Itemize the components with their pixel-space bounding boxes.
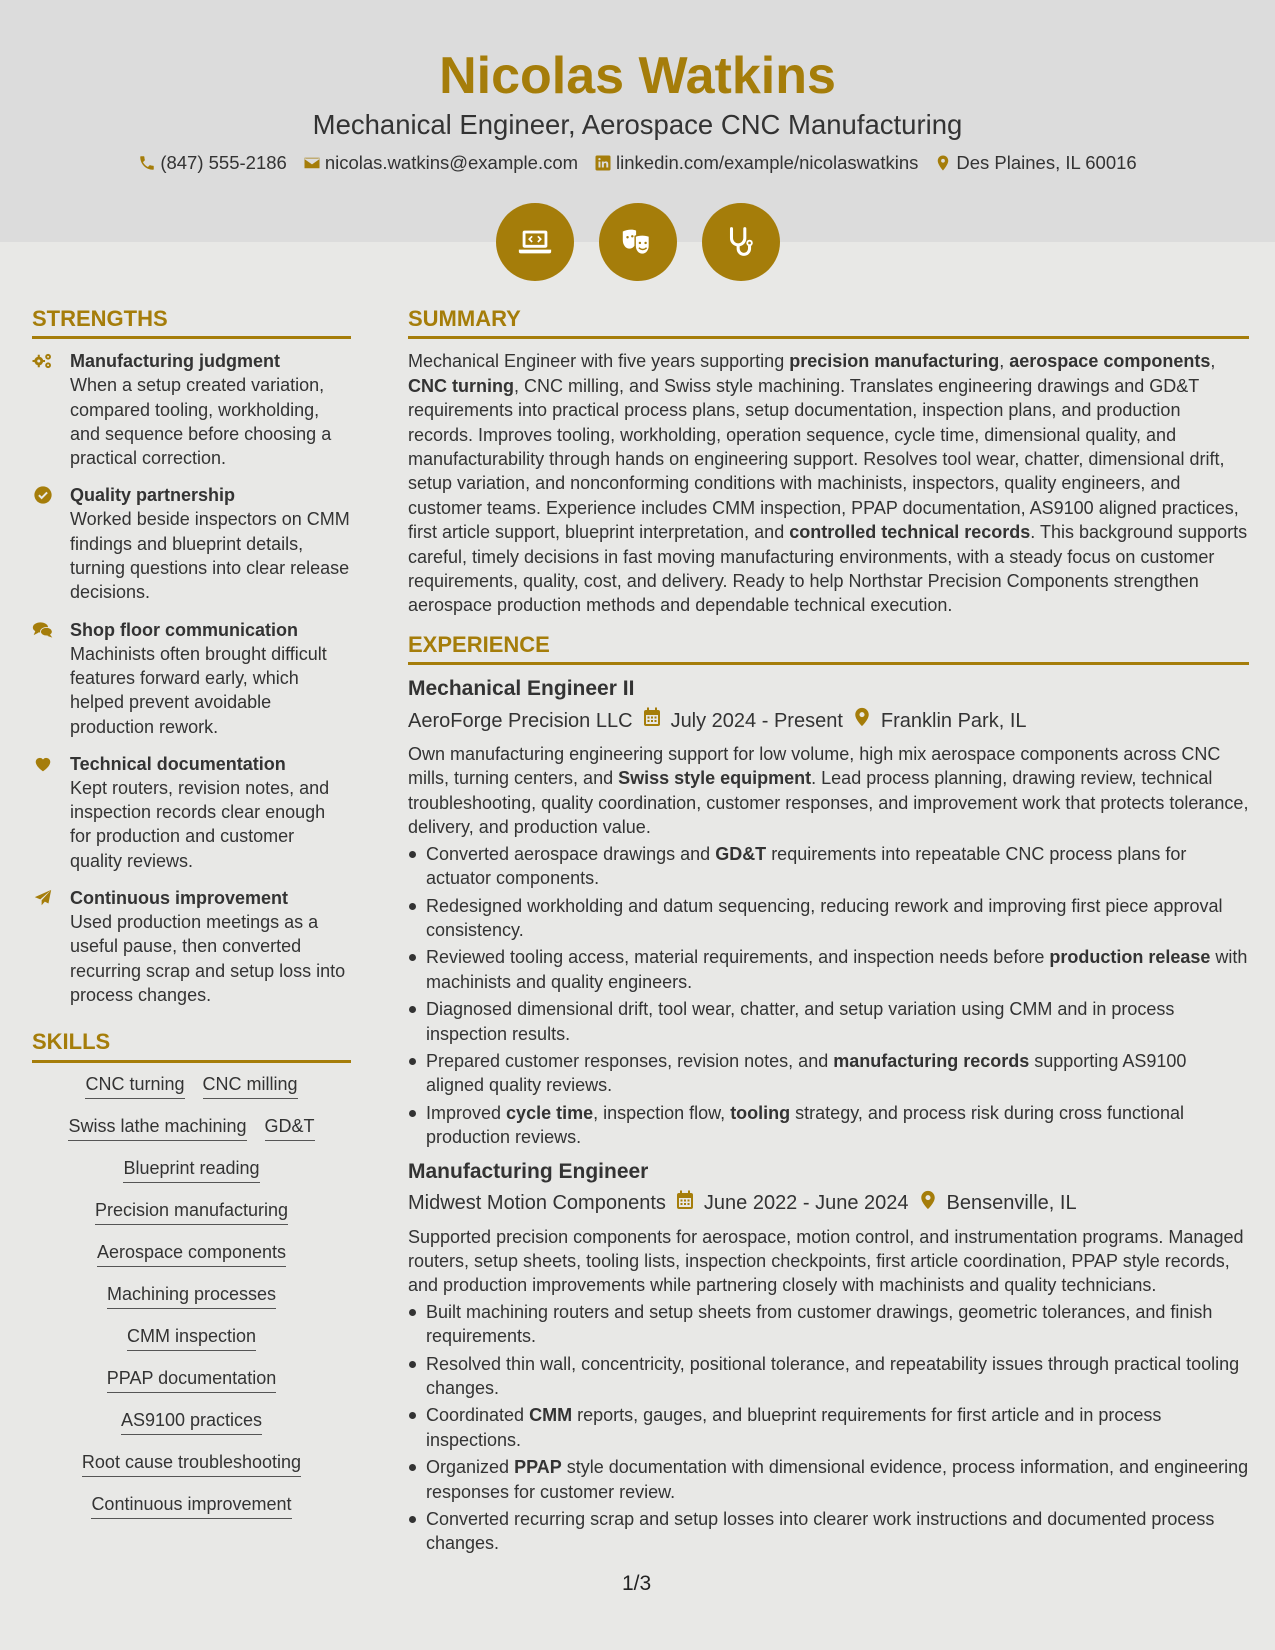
text-run: Resolved thin wall, concentricity, positional tolerance, and repeatability issues through practical tooling changes. — [426, 1353, 1240, 1398]
strength-item — [32, 752, 351, 873]
skills-row — [85, 1073, 297, 1099]
emphasis-text: aerospace components — [1009, 351, 1211, 372]
contact-location — [934, 152, 1136, 174]
contact-bar — [0, 152, 1275, 174]
paper-plane-icon — [32, 886, 56, 1007]
strength-item — [32, 886, 351, 1007]
text-run: . Lead process planning, drawing review, technical troubleshooting, quality coordination, customer responses, and improvement work that protects tolerance, delivery, and production value. — [408, 768, 1249, 838]
text-run: with machinists and quality engineers. — [426, 947, 1248, 992]
experience-heading: EXPERIENCE — [408, 632, 1249, 665]
skills-row — [97, 1241, 286, 1267]
contact-email[interactable] — [303, 152, 578, 174]
skill-tag: PPAP documentation — [107, 1367, 276, 1393]
skills-row — [123, 1157, 259, 1183]
skills-row — [68, 1115, 314, 1141]
emphasis-text: production release — [1049, 947, 1211, 968]
strength-body — [70, 483, 351, 604]
skill-tag: GD&T — [265, 1115, 315, 1141]
experience-list — [408, 675, 1249, 1556]
emphasis-text: CMM — [529, 1405, 573, 1426]
job-meta — [408, 707, 1249, 734]
text-run: Diagnosed dimensional drift, tool wear, chatter, and setup variation using CMM and in process inspection results. — [426, 999, 1175, 1044]
text-run: reports, gauges, and blueprint requirements for first article and in process inspections. — [426, 1405, 1162, 1450]
strength-item — [32, 349, 351, 470]
skills-row — [127, 1325, 256, 1351]
laptop-code-icon — [516, 223, 554, 261]
stethoscope-badge — [702, 203, 780, 281]
job-company: Midwest Motion Components — [408, 1192, 666, 1215]
text-run: Organized — [426, 1457, 515, 1478]
emphasis-text: PPAP — [514, 1457, 562, 1478]
page-number: 1/3 — [622, 1572, 652, 1595]
skill-tag: CMM inspection — [127, 1325, 256, 1351]
skill-tag: CNC milling — [203, 1073, 298, 1099]
skills-list — [32, 1073, 351, 1535]
gears-icon — [32, 349, 56, 470]
text-run: Own manufacturing engineering support for low volume, high mix aerospace components across CNC mills, turning centers, and — [408, 744, 1221, 789]
contact-phone — [138, 152, 287, 174]
bullet-item — [408, 1507, 1249, 1556]
phone-icon — [138, 154, 156, 172]
skill-tag: CNC turning — [85, 1073, 184, 1099]
strength-body — [70, 752, 351, 873]
bullet-item — [408, 997, 1249, 1046]
strength-description: Used production meetings as a useful pause, then converted recurring scrap and setup loss into process changes. — [70, 912, 346, 1005]
text-run: Built machining routers and setup sheets from customer drawings, geometric tolerances, and finish requirements. — [426, 1301, 1213, 1347]
skill-tag: Swiss lathe machining — [68, 1115, 246, 1141]
bullet-item — [408, 1403, 1249, 1452]
bullet-item — [408, 945, 1249, 994]
strength-title: Continuous improvement — [70, 888, 289, 909]
skill-tag: Root cause troubleshooting — [82, 1451, 301, 1477]
strength-title: Shop floor communication — [70, 619, 298, 640]
interest-badges — [0, 203, 1275, 281]
text-run: Improved — [426, 1102, 507, 1123]
skill-tag: AS9100 practices — [121, 1409, 262, 1435]
bullet-item — [408, 1455, 1249, 1504]
text-run: Coordinated — [426, 1405, 530, 1426]
linkedin-text[interactable]: linkedin.com/example/nicolaswatkins — [616, 152, 919, 173]
emphasis-text: cycle time — [506, 1102, 594, 1123]
job-location: Bensenville, IL — [946, 1192, 1077, 1215]
skills-row — [95, 1199, 288, 1225]
job-meta — [408, 1190, 1249, 1217]
strength-item — [32, 618, 351, 739]
skill-tag: Continuous improvement — [91, 1493, 291, 1519]
job-dates: June 2022 - June 2024 — [703, 1192, 909, 1215]
job-location: Franklin Park, IL — [880, 709, 1027, 732]
text-run: Prepared customer responses, revision notes, and — [426, 1050, 834, 1071]
bullet-item — [408, 1352, 1249, 1401]
map-marker-icon — [934, 154, 952, 172]
strengths-list — [32, 349, 351, 1007]
right-column — [408, 306, 1249, 1559]
calendar-icon — [676, 1190, 694, 1217]
text-run: requirements into repeatable CNC process plans for actuator components. — [426, 843, 1187, 889]
strength-title: Manufacturing judgment — [70, 351, 280, 372]
text-run: Reviewed tooling access, material requirements, and inspection needs before — [426, 947, 1050, 968]
job-title: Manufacturing Engineer — [408, 1159, 649, 1183]
phone-text: (847) 555-2186 — [160, 152, 287, 173]
strength-body — [70, 618, 351, 739]
theater-masks-badge — [599, 203, 677, 281]
text-run: style documentation with dimensional evidence, process information, and engineering responses for customer review. — [426, 1457, 1249, 1502]
laptop-code-badge — [496, 203, 574, 281]
bullet-item — [408, 894, 1249, 943]
job-entry — [408, 1158, 1249, 1556]
text-run: Mechanical Engineer with five years supporting — [408, 351, 790, 372]
candidate-name: Nicolas Watkins — [439, 47, 836, 105]
text-run: strategy, and process risk during cross functional production reviews. — [426, 1102, 1185, 1148]
text-run: , CNC milling, and Swiss style machining. Translates engineering drawings and GD&T requirements into practical process plans, setup documentation, inspection plans, and production records. Improves tooling, workholding, operation sequence, cycle time, dimensional quality, and manufacturability through hands on engineering support. Resolves tool wear, chatter, dimensional drift, setup variation, and nonconforming conditions with machinists, inspectors, quality engineers, and customer teams. Experience includes CMM inspection, PPAP documentation, AS9100 aligned practices, first article support, blueprint interpretation, and — [408, 375, 1239, 543]
map-marker-icon — [853, 707, 871, 734]
text-run: , — [1210, 351, 1216, 372]
strength-description: Machinists often brought difficult features forward early, which helped prevent avoidable production rework. — [70, 643, 327, 737]
job-dates: July 2024 - Present — [670, 709, 843, 732]
text-run: Converted aerospace drawings and — [426, 843, 716, 864]
linkedin-icon — [594, 154, 612, 172]
emphasis-text: controlled technical records — [789, 522, 1031, 543]
heart-icon — [32, 752, 56, 873]
summary-heading: SUMMARY — [408, 306, 1249, 339]
theater-masks-icon — [619, 223, 657, 261]
text-run: , inspection flow, — [593, 1102, 731, 1123]
emphasis-text: GD&T — [715, 843, 767, 864]
bullet-item — [408, 1101, 1249, 1150]
skills-row — [82, 1451, 301, 1477]
skill-tag: Blueprint reading — [123, 1157, 259, 1183]
text-run: Supported precision components for aerospace, motion control, and instrumentation programs. Managed routers, setup sheets, tooling lists, inspection checkpoints, first article coordination, PPAP style records, and production improvements while partnering closely with machinists and quality technicians. — [408, 1226, 1244, 1296]
envelope-icon — [303, 154, 321, 172]
strength-body — [70, 886, 351, 1007]
emphasis-text: CNC turning — [408, 375, 514, 396]
strengths-heading: STRENGTHS — [32, 306, 351, 339]
bullet-item — [408, 842, 1249, 891]
skill-tag: Aerospace components — [97, 1241, 286, 1267]
text-run: supporting AS9100 aligned quality reviews. — [426, 1050, 1187, 1096]
skills-row — [107, 1283, 276, 1309]
map-marker-icon — [919, 1190, 937, 1217]
strength-title: Technical documentation — [70, 753, 286, 774]
strength-item — [32, 483, 351, 604]
summary-text — [408, 349, 1249, 617]
skills-row — [107, 1367, 276, 1393]
skills-section — [32, 1029, 351, 1534]
strength-body — [70, 349, 351, 470]
strength-description: When a setup created variation, compared tooling, workholding, and sequence before choosing a practical correction. — [70, 375, 332, 469]
email-text[interactable]: nicolas.watkins@example.com — [324, 152, 579, 173]
text-run: Converted recurring scrap and setup losses into clearer work instructions and documented process changes. — [426, 1509, 1215, 1554]
text-run: . This background supports careful, timely decisions in fast moving manufacturing environments, with a steady focus on customer requirements, quality, cost, and delivery. Ready to help Northstar Precision Components strengthen aerospace production methods and dependable technical execution. — [408, 522, 1248, 616]
location-text: Des Plaines, IL 60016 — [956, 152, 1137, 173]
strength-description: Kept routers, revision notes, and inspection records clear enough for production and customer quality reviews. — [70, 777, 330, 871]
stethoscope-icon — [722, 223, 760, 261]
job-title: Mechanical Engineer II — [408, 677, 635, 701]
skills-row — [91, 1493, 291, 1519]
job-description — [408, 742, 1249, 840]
text-run: , — [999, 351, 1010, 372]
job-bullets — [408, 842, 1249, 1150]
check-circle-icon — [32, 483, 56, 604]
strength-title: Quality partnership — [70, 485, 236, 506]
emphasis-text: Swiss style equipment — [618, 768, 812, 789]
bullet-item — [408, 1300, 1249, 1349]
comments-icon — [32, 618, 56, 739]
job-description — [408, 1225, 1249, 1298]
job-company: AeroForge Precision LLC — [408, 709, 633, 732]
skills-heading: SKILLS — [32, 1029, 351, 1062]
strength-description: Worked beside inspectors on CMM findings and blueprint details, turning questions into clear release decisions. — [70, 509, 350, 603]
text-run: Redesigned workholding and datum sequencing, reducing rework and improving first piece approval consistency. — [426, 895, 1223, 940]
candidate-role: Mechanical Engineer, Aerospace CNC Manufacturing — [312, 109, 963, 140]
contact-linkedin[interactable] — [594, 152, 918, 174]
emphasis-text: manufacturing records — [833, 1050, 1030, 1071]
emphasis-text: tooling — [730, 1102, 791, 1123]
calendar-icon — [643, 707, 661, 734]
job-entry — [408, 675, 1249, 1150]
skill-tag: Precision manufacturing — [95, 1199, 288, 1225]
bullet-item — [408, 1049, 1249, 1098]
skill-tag: Machining processes — [107, 1283, 276, 1309]
left-column — [32, 306, 351, 1535]
emphasis-text: precision manufacturing — [789, 351, 1000, 372]
job-bullets — [408, 1300, 1249, 1556]
skills-row — [121, 1409, 262, 1435]
